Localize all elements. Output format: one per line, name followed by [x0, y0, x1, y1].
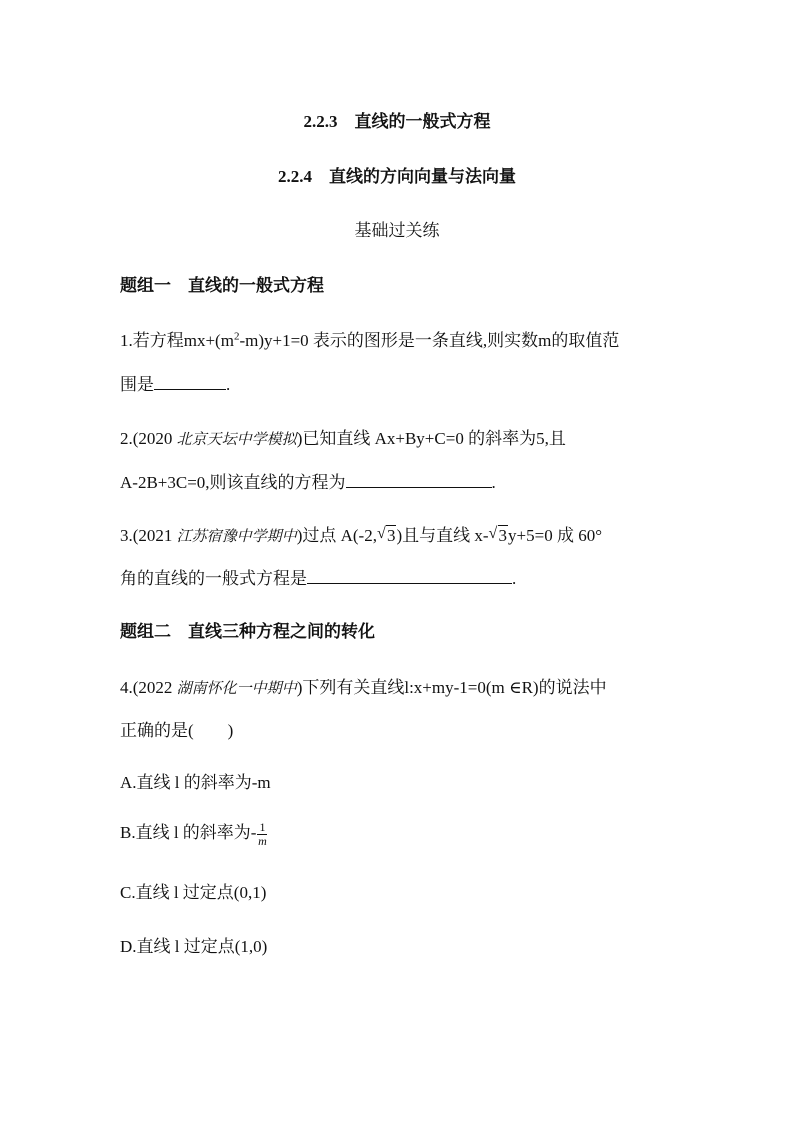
option-d[interactable]: D.直线 l 过定点(1,0): [120, 937, 268, 956]
question-4-line-2: 正确的是( ): [120, 721, 234, 740]
option-b[interactable]: [120, 818, 267, 848]
subtitle-basic-practice: 基础过关练: [354, 221, 440, 240]
q2-end: .: [491, 473, 496, 492]
option-b-text: B.直线 l 的斜率为-: [120, 823, 257, 842]
q2-text-rest: )已知直线 Ax+By+C=0 的斜率为5,且: [296, 429, 566, 448]
fraction-denominator: m: [258, 833, 267, 848]
q2-answer-blank[interactable]: [346, 473, 492, 488]
q4-source: 湖南怀化一中期中: [176, 679, 297, 697]
question-1-line-1: [120, 326, 619, 351]
q2-prefix: 2.(2020: [120, 429, 177, 448]
q1-text-b: -m)y+1=0 表示的图形是一条直线,则实数m的取值范: [239, 331, 620, 350]
q3-part-2: )且与直线 x-: [396, 526, 489, 545]
question-1-line-2: [120, 370, 230, 395]
sqrt-3-value: 3: [386, 526, 396, 545]
question-2-line-1: [120, 424, 566, 449]
q1-superscript: 2: [233, 330, 240, 343]
section-title-2-2-4: 2.2.4 直线的方向向量与法向量: [278, 167, 516, 186]
group-1-heading: 题组一 直线的一般式方程: [120, 276, 324, 295]
sqrt-3-value-2: 3: [498, 526, 508, 545]
sqrt-3-symbol-2: [489, 526, 509, 546]
q1-text-line2: 围是: [120, 375, 154, 394]
q3-end: .: [512, 569, 517, 588]
option-b-fraction: [257, 821, 267, 848]
q3-part-3: y+5=0 成 60°: [508, 526, 603, 545]
q3-prefix: 3.(2021: [120, 526, 177, 545]
option-a[interactable]: A.直线 l 的斜率为-m: [120, 773, 271, 792]
question-4-line-1: [120, 673, 607, 698]
q1-end: .: [226, 375, 231, 394]
q1-answer-blank[interactable]: [154, 375, 226, 390]
question-2-line-2: [120, 468, 496, 493]
q4-text-rest: )下列有关直线l:x+my-1=0(m ∈R)的说法中: [296, 678, 607, 697]
question-3-line-2: [120, 564, 516, 589]
q3-part-1: )过点 A(-2,: [296, 526, 377, 545]
q2-source: 北京天坛中学模拟: [176, 430, 297, 448]
sqrt-3-symbol: [377, 526, 397, 546]
q1-text-a: 1.若方程mx+(m: [120, 331, 234, 350]
question-3-line-1: [120, 521, 602, 546]
section-title-2-2-3: 2.2.3 直线的一般式方程: [303, 112, 491, 131]
option-c[interactable]: C.直线 l 过定点(0,1): [120, 883, 267, 902]
q3-source: 江苏宿豫中学期中: [176, 527, 297, 545]
group-2-heading: 题组二 直线三种方程之间的转化: [120, 622, 375, 641]
q2-text-line2: A-2B+3C=0,则该直线的方程为: [120, 473, 346, 492]
fraction-numerator: 1: [259, 819, 266, 834]
q3-text-line2: 角的直线的一般式方程是: [120, 569, 307, 588]
q3-answer-blank[interactable]: [307, 569, 512, 584]
q4-prefix: 4.(2022: [120, 678, 177, 697]
